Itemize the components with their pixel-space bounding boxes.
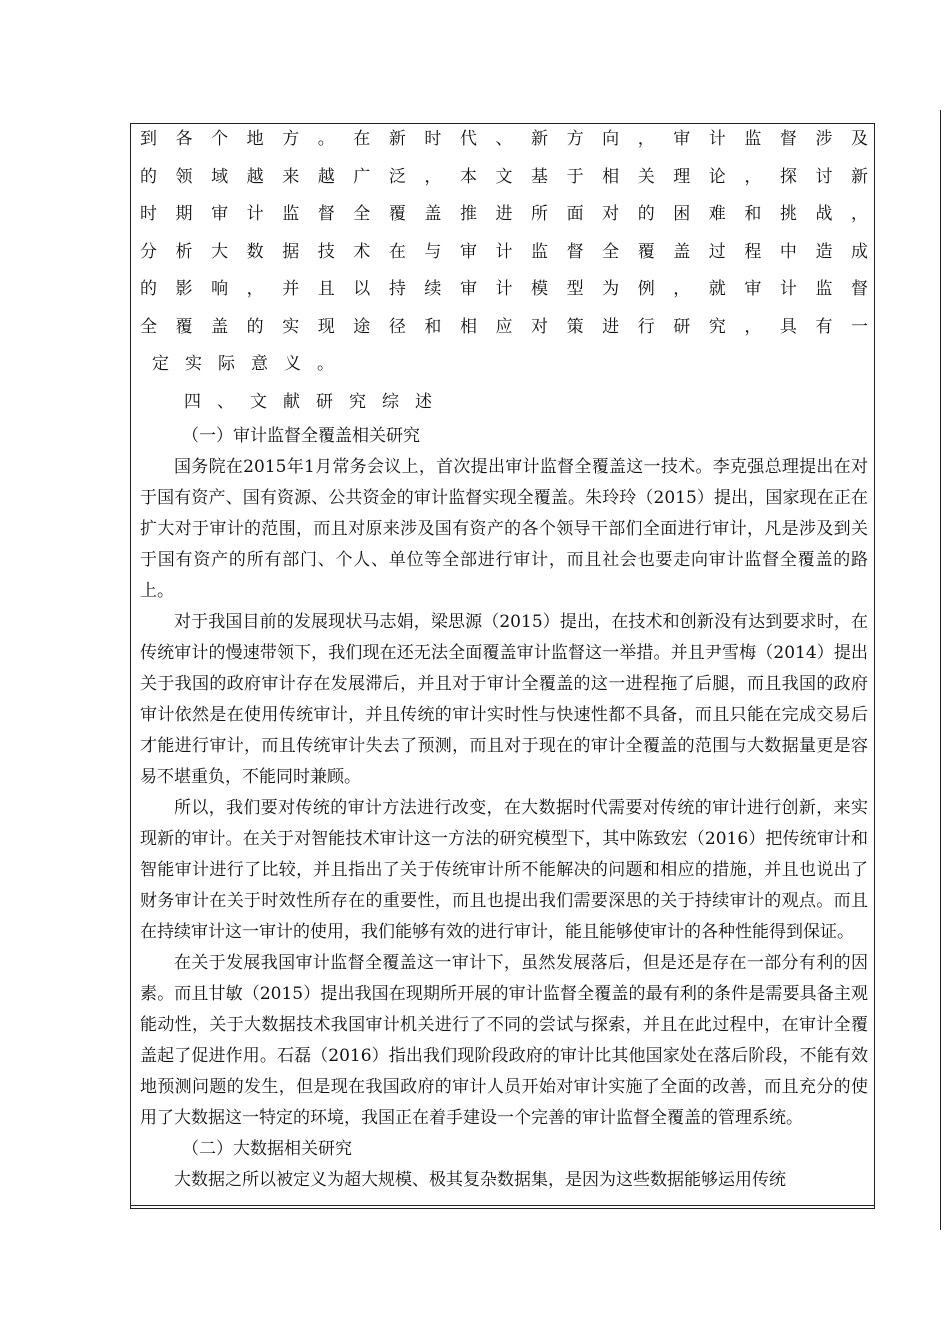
page-edge-rule bbox=[940, 110, 941, 1230]
paragraph: 大数据之所以被定义为超大规模、极其复杂数据集，是因为这些数据能够运用传统 bbox=[174, 1170, 786, 1190]
document-body bbox=[140, 121, 868, 1196]
text-line: 定实际意义。 bbox=[152, 354, 350, 374]
paragraph: 在关于发展我国审计监督全覆盖这一审计下，虽然发展落后，但是还是存在一部分有利的因素。而且甘敏（2015）提出我国在现期所开展的审计监督全覆盖的最有利的条件是需要具备主观能动性，关于大数据技术我国审计机关进行了不同的尝试与探索，并且在此过程中，在审计全覆盖起了促进作用。石磊（2016）指出我们现阶段政府的审计比其他国家处在落后阶段，不能有效地预测问题的发生，但是现在我国政府的审计人员开始对审计实施了全面的改善，而且充分的使用了大数据这一特定的环境，我国正在着手建设一个完善的审计监督全覆盖的管理系统。 bbox=[140, 953, 868, 1128]
table-double-border bbox=[130, 1205, 875, 1206]
paragraph: 对于我国目前的发展现状马志娟，梁思源（2015）提出，在技术和创新没有达到要求时，在传统审计的慢速带领下，我们现在还无法全面覆盖审计监督这一举措。并且尹雪梅（2014）提出关于我国的政府审计存在发展滞后，并且对于审计全覆盖的这一进程拖了后腿，而且我国的政府审计依然是在使用传统审计，并且传统的审计实时性与快速性都不具备，而且只能在完成交易后才能进行审计，而且传统审计失去了预测，而且对于现在的审计全覆盖的范围与大数据量更是容易不堪重负，不能同时兼顾。 bbox=[140, 612, 868, 787]
paragraph: 国务院在2015年1月常务会议上，首次提出审计监督全覆盖这一技术。李克强总理提出在对于国有资产、国有资源、公共资金的审计监督实现全覆盖。朱玲玲（2015）提出，国家现在正在扩大对于审计的范围，而且对原来涉及国有资产的各个领导干部们全面进行审计，凡是涉及到关于国有资产的所有部门、个人、单位等全部进行审计，而且社会也要走向审计监督全覆盖的路上。 bbox=[140, 457, 868, 601]
subheading: （二）大数据相关研究 bbox=[182, 1139, 352, 1159]
text-line: 全覆盖的实现途径和相应对策进行研究，具有一 bbox=[140, 316, 868, 337]
text-line: 的领域越来越广泛，本文基于相关理论，探讨新 bbox=[140, 166, 868, 187]
subheading: （一）审计监督全覆盖相关研究 bbox=[182, 426, 420, 446]
paragraph: 所以，我们要对传统的审计方法进行改变，在大数据时代需要对传统的审计进行创新，来实现新的审计。在关于对智能技术审计这一方法的研究模型下，其中陈致宏（2016）把传统审计和智能审计进行了比较，并且指出了关于传统审计所不能解决的问题和相应的措施，并且也说出了财务审计在关于时效性所存在的重要性，而且也提出我们需要深思的关于持续审计的观点。而且在持续审计这一审计的使用，我们能够有效的进行审计，能且能够使审计的各种性能得到保证。 bbox=[140, 798, 868, 942]
section-heading: 四、文献研究综述 bbox=[184, 391, 448, 412]
text-line: 到各个地方。在新时代、新方向，审计监督涉及 bbox=[140, 129, 868, 149]
text-line: 的影响，并且以持续审计模型为例，就审计监督 bbox=[140, 279, 868, 299]
text-line: 时期审计监督全覆盖推进所面对的困难和挑战， bbox=[140, 204, 868, 224]
text-line: 分析大数据技术在与审计监督全覆盖过程中造成 bbox=[140, 241, 868, 262]
